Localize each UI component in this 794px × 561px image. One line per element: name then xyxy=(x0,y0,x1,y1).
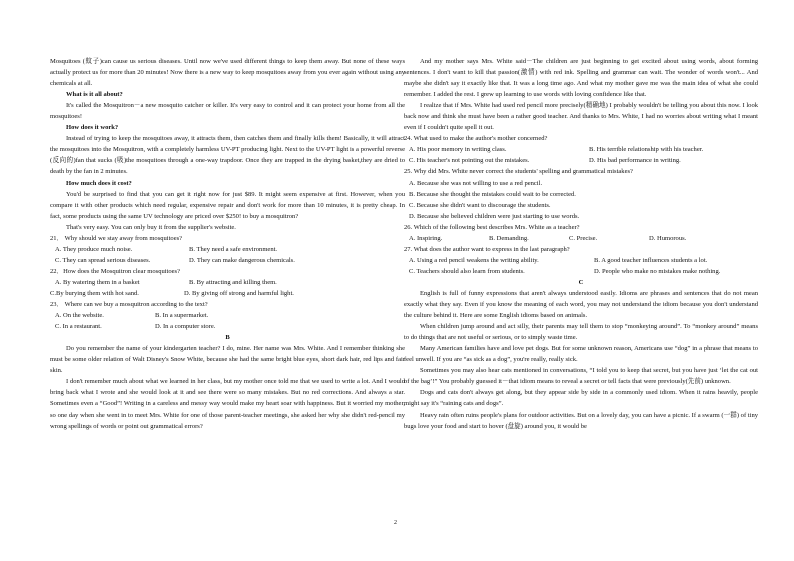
options-row xyxy=(404,233,758,244)
section-label-b: B xyxy=(225,334,230,342)
option-27b: B. A good teacher influences students a lot. xyxy=(594,256,708,264)
question-24: 24. What used to make the author's mother concerned? xyxy=(404,135,548,143)
option-25b: B. Because she thought the mistakes could wait to be corrected. xyxy=(409,190,576,198)
page-number: 2 xyxy=(394,520,397,526)
passage-b-paragraph: I realize that if Mrs. White had used red pencil more precisely(精确地) I probably wouldn't be telling you about this now. I look back now and think she must have been a rather good teacher. And thanks to Mrs. White, I had no worries about writing what I meant even if I couldn't quite spell it out. xyxy=(404,102,758,132)
passage-b-paragraph: I don't remember much about what we learned in her class, but my mother once told me that we used to write a lot. And I would bring back what I wrote and she would look at it and see there were so many mistakes. But no red corrections. And always a star. Sometimes even a “Good”! Writing in a careless and messy way would make my heart soar with happiness. But it worried my mother, so one day when she went in to meet Mrs. White for one of those parent-teacher meetings, she asked her why she didn't red-pencil my wrong spellings of words or point out grammatical errors? xyxy=(50,378,405,430)
option-24c: C. His teacher's not pointing out the mistakes. xyxy=(409,157,530,165)
option-21a: A. They produce much noise. xyxy=(55,245,133,253)
option-22a: A. By watering them in a basket xyxy=(55,278,140,286)
option-24b: B. His terrible relationship with his teacher. xyxy=(589,146,704,154)
options-row xyxy=(50,255,405,266)
question-23: 23． Where can we buy a mosquitron according to the text? xyxy=(50,301,208,309)
passage-a-paragraph: Instead of trying to keep the mosquitoes away, it attracts them, then catches them and finally kills them! Basically, it will attract the mosquitoes into the Mosquitron, with a completely harmless UV-PT producing light. Next to the UV-PT light is a powerful reverse (反向的)fan that sucks (吸)the mosquitoes through a one-way trapdoor. Once they are trapped in the drying basket,they are dried to death by the fan in 2 minutes. xyxy=(50,135,405,176)
section-label-c: C xyxy=(578,278,584,286)
right-column xyxy=(404,56,758,432)
question-22: 22．How does the Mosquitron clear mosquitoes? xyxy=(50,267,181,275)
option-27d: D. People who make no mistakes make nothing. xyxy=(594,267,721,275)
passage-c-paragraph: Dogs and cats don't always get along, but they appear side by side in a commonly used idiom. When it rains heavily, people might say it's “raining cats and dogs”. xyxy=(404,389,758,408)
passage-c-paragraph: Sometimes you may also hear cats mentioned in conversations, “I told you to keep that secret, but you have just ‘let the cat out of the bag’!” You probably guessed it－that idiom means to reveal a secret or tell facts that were previously(先前) unknown. xyxy=(404,367,758,386)
passage-c-paragraph: Heavy rain often ruins people's plans for outdoor activities. But on a lovely day, you can have a picnic. If a swarm (一群) of tiny bugs love your food and start to hover (盘旋) around you, it would be xyxy=(404,411,758,430)
options-row xyxy=(50,310,405,321)
passage-a-paragraph: You'd be surprised to find that you can get it right now for just $89. It might seem expensive at first. However, when you compare it with other products which need regular, expensive repair and don't work for more than 10 minutes, it is pretty cheap. In fact, some products using the same UV technology are priced over $250! to buy a mosquitron? xyxy=(50,190,405,220)
option-21b: B. They need a safe environment. xyxy=(189,245,278,253)
question-27: 27. What does the author want to express in the last paragraph? xyxy=(404,245,570,253)
options-row xyxy=(404,255,758,266)
passage-b-paragraph: Do you remember the name of your kindergarten teacher? I do, mine. Her name was Mrs. White. And I remember thinking she must be some older relation of Walt Disney's Snow White, because she had the same bright blue eyes, short dark hair, red lips and fair skin. xyxy=(50,345,405,375)
left-column xyxy=(50,56,405,432)
option-24a: A. His poor memory in writing class. xyxy=(409,146,507,154)
passage-a-paragraph: That's very easy. You can only buy it from the supplier's website. xyxy=(66,223,236,231)
question-26: 26. Which of the following best describes Mrs. White as a teacher? xyxy=(404,223,580,231)
option-25d: D. Because she believed children were just starting to use words. xyxy=(409,212,580,220)
question-21: 21． Why should we stay away from mosquitoes? xyxy=(50,234,183,242)
option-21c: C. They can spread serious diseases. xyxy=(55,256,151,264)
passage-b-paragraph: And my mother says Mrs. White said－The children are just beginning to get excited about using words, about forming sentences. I don't want to kill that passion(激情) with red ink. Spelling and grammar can wait. The wonder of words won't... And maybe she didn't say it exactly like that. It was a long time ago. And what my mother gave me was the main idea of what she could remember. I added the rest. I grew up learning to use words with loving confidence like that. xyxy=(404,58,758,99)
options-row xyxy=(50,288,405,299)
options-row xyxy=(50,277,405,288)
option-25a: A. Because she was not willing to use a red pencil. xyxy=(409,179,543,187)
options-row xyxy=(404,155,758,166)
option-22d: D. By giving off strong and harmful light. xyxy=(184,289,294,297)
passage-c-paragraph: Many American families have and love pet dogs. But for some unknown reason, Americans use “dog” in a phrase that means to feel unwell. If you are “as sick as a dog”, you're really, really sick. xyxy=(404,345,758,364)
option-24d: D. His bad performance in writing. xyxy=(589,157,681,165)
passage-a-intro: Mosquitoes (蚊子)can cause us serious diseases. Until now we've used different things to keep them away. But none of these ways actually protect us for more than 20 minutes! Now there is a new way to keep mosquitoes away from you ever again without using any chemicals at all. xyxy=(50,58,405,88)
options-row xyxy=(404,144,758,155)
options-row xyxy=(404,266,758,277)
heading-cost: How much does it cost? xyxy=(66,179,132,187)
option-21d: D. They can make dangerous chemicals. xyxy=(189,256,295,264)
options-row xyxy=(50,244,405,255)
option-22b: B. By attracting and killing them. xyxy=(189,278,277,286)
option-27a: A. Using a red pencil weakens the writing ability. xyxy=(409,256,539,264)
option-23d: D. In a computer store. xyxy=(155,323,216,331)
passage-a-paragraph: It's called the Mosquitron－a new mosquito catcher or killer. It's very easy to control and it can protect your home from all the mosquitoes! xyxy=(50,102,405,121)
option-23b: B. In a supermarket. xyxy=(155,312,209,320)
option-23a: A. On the website. xyxy=(55,312,104,320)
question-25: 25. Why did Mrs. White never correct the students' spelling and grammatical mistakes? xyxy=(404,168,633,176)
heading-how-it-works: How does it work? xyxy=(66,124,119,132)
heading-what-is-it: What is it all about? xyxy=(66,91,123,99)
option-25c: C. Because she didn't want to discourage the students. xyxy=(409,201,551,209)
option-26c: C. Precise. xyxy=(569,234,598,242)
option-26d: D. Humorous. xyxy=(649,234,687,242)
passage-c-paragraph: When children jump around and act silly, their parents may tell them to stop “monkeying around”. To “monkey around” means to do things that are not useful or serious, or to simply waste time. xyxy=(404,323,758,342)
option-22c: C.By burying them with hot sand. xyxy=(50,289,139,297)
option-26a: A. Inspiring. xyxy=(409,234,443,242)
passage-c-paragraph: English is full of funny expressions that aren't always understood easily. Idioms are phrases and sentences that do not mean exactly what they say. Even if you know the meaning of each word, you may not understand the idiom because you don't understand the culture behind it. Here are some English idioms based on animals. xyxy=(404,289,758,320)
options-row xyxy=(50,321,405,332)
option-26b: B. Demanding. xyxy=(489,234,529,242)
option-27c: C. Teachers should also learn from students. xyxy=(409,267,525,275)
option-23c: C. In a restaurant. xyxy=(55,323,102,331)
